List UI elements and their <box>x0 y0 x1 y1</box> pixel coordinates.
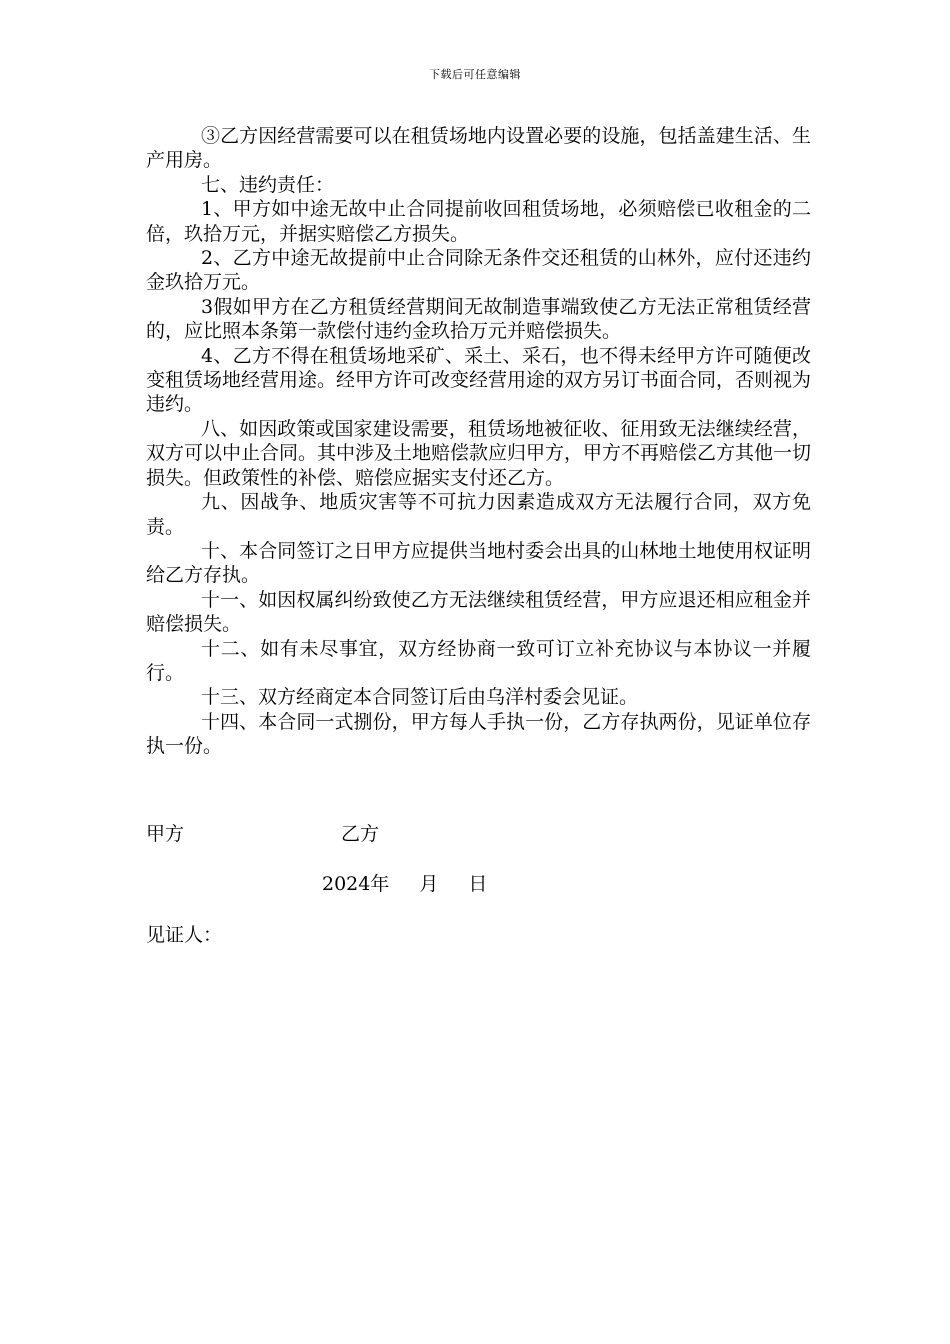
date-year: 2024年 <box>322 873 390 895</box>
date-day: 日 <box>468 873 488 895</box>
clause-14-copies: 十四、本合同一式捌份，甲方每人手执一份，乙方存执两份，见证单位存执一份。 <box>146 710 811 758</box>
clause-breach-heading: 七、违约责任： <box>201 173 335 196</box>
clause-12-supplement: 十二、如有未尽事宜，双方经协商一致可订立补充协议与本协议一并履行。 <box>146 637 811 684</box>
clause-breach-3: 3假如甲方在乙方租赁经营期间无故制造事端致使乙方无法正常租赁经营的，应比照本条第一款偿付违约金玖拾万元并赔偿损失。 <box>146 295 811 343</box>
clause-breach-4: 4、乙方不得在租赁场地采矿、采土、采石，也不得未经甲方许可随便改变租赁场地经营用途。经甲方许可改变经营用途的双方另订书面合同，否则视为违约。 <box>146 344 812 416</box>
clause-13-witness: 十三、双方经商定本合同签订后由乌洋村委会见证。 <box>201 686 639 709</box>
clause-9-force-majeure: 九、因战争、地质灾害等不可抗力因素造成双方无法履行合同，双方免责。 <box>146 491 811 538</box>
clause-breach-1: 1、甲方如中途无故中止合同提前收回租赁场地，必须赔偿已收租金的二倍，玖拾万元，并据实赔偿乙方损失。 <box>146 198 811 245</box>
clause-facilities: ③乙方因经营需要可以在租赁场地内设置必要的设施，包括盖建生活、生产用房。 <box>146 125 811 172</box>
signing-date <box>322 872 487 896</box>
download-note: 下载后可任意编辑 <box>429 68 521 81</box>
witness-label: 见证人： <box>146 924 223 946</box>
party-a-label: 甲方 <box>146 823 185 845</box>
party-b-label: 乙方 <box>341 823 380 845</box>
clause-10-land-certificate: 十、本合同签订之日甲方应提供当地村委会出具的山林地土地使用权证明给乙方存执。 <box>146 539 811 587</box>
date-month: 月 <box>419 873 439 895</box>
clause-8-policy: 八、如因政策或国家建设需要，租赁场地被征收、征用致无法继续经营，双方可以中止合同。其中涉及土地赔偿款应归甲方，甲方不再赔偿乙方其他一切损失。但政策性的补偿、赔偿应据实支付还乙方。 <box>146 417 812 489</box>
clause-breach-2: 2、乙方中途无故提前中止合同除无条件交还租赁的山林外，应付还违约金玖拾万元。 <box>146 247 811 294</box>
clause-11-ownership-dispute: 十一、如因权属纠纷致使乙方无法继续租赁经营，甲方应退还相应租金并赔偿损失。 <box>146 588 811 636</box>
contract-body <box>146 124 811 759</box>
